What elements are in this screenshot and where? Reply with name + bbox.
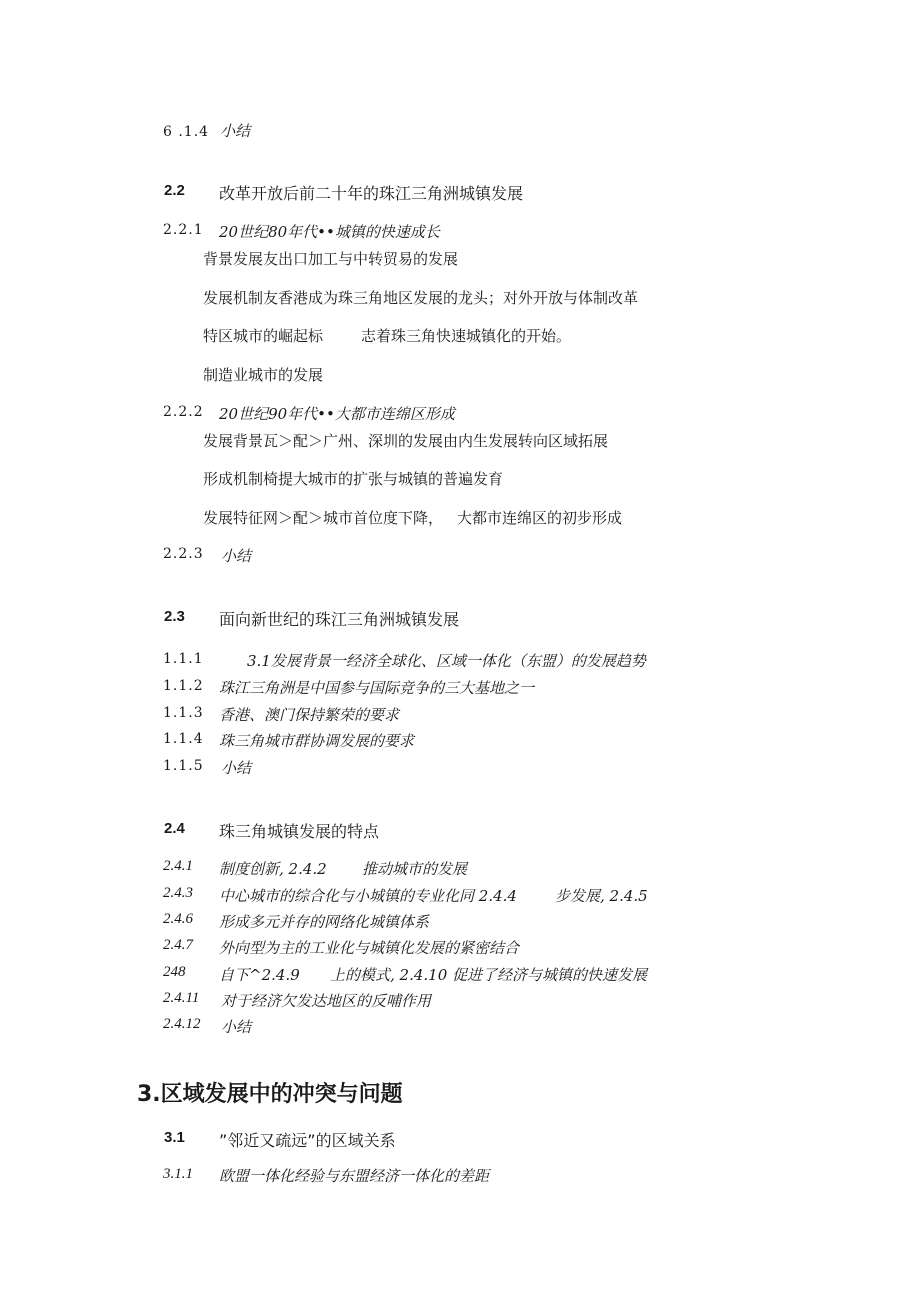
toc-item-number: 2.4.11 <box>163 990 200 1006</box>
section-2-3-number: 2.3 <box>164 608 185 625</box>
toc-item-number: 1.1.3 <box>163 705 204 721</box>
body-line: 发展机制友香港成为珠三角地区发展的龙头；对外开放与体制改革 <box>203 289 639 307</box>
body-line: 发展背景瓦＞配＞广州、深圳的发展由内生发展转向区域拓展 <box>203 432 609 450</box>
subsection-2-2-3-title: 小结 <box>221 547 252 565</box>
subsection-3-1-1-title: 欧盟一体化经验与东盟经济一体化的差距 <box>219 1167 490 1185</box>
toc-item-title: 制度创新, 2.4.2 <box>219 860 327 878</box>
toc-item-title: 珠三角城市群协调发展的要求 <box>219 732 415 750</box>
body-line: 制造业城市的发展 <box>203 366 324 384</box>
toc-item-number: 1.1.5 <box>163 758 204 774</box>
body-line: 大都市连绵区的初步形成 <box>457 509 623 527</box>
toc-item-number: 2.4.12 <box>163 1016 201 1032</box>
toc-item-title: 珠江三角洲是中国参与国际竞争的三大基地之一 <box>219 679 535 697</box>
toc-item-title: 外向型为主的工业化与城镇化发展的紧密结合 <box>219 939 520 957</box>
toc-item-title: 对于经济欠发达地区的反哺作用 <box>221 992 432 1010</box>
body-line: 背景发展友出口加工与中转贸易的发展 <box>203 250 459 268</box>
toc-item-number: 1.1.4 <box>163 731 204 747</box>
heading-number: 6 .1.4 <box>163 124 210 140</box>
toc-item-number: 2.4.6 <box>163 911 193 927</box>
toc-item-title: 小结 <box>221 1018 252 1036</box>
toc-item-title-cont: 步发展, 2.4.5 <box>555 887 648 905</box>
subsection-2-2-1-number: 2.2.1 <box>163 222 204 238</box>
subsection-2-2-2-title: 20世纪90年代••大都市连绵区形成 <box>219 405 455 423</box>
body-line: 特区城市的崛起标 <box>203 327 324 345</box>
toc-item-title: 3.1发展背景一经济全球化、区域一体化（东盟）的发展趋势 <box>247 652 646 670</box>
toc-item-title: 小结 <box>221 759 252 777</box>
subsection-2-2-2-number: 2.2.2 <box>163 404 204 420</box>
body-line: 志着珠三角快速城镇化的开始。 <box>361 327 572 345</box>
toc-item-number: 1.1.1 <box>163 651 204 667</box>
section-2-3-title: 面向新世纪的珠江三角洲城镇发展 <box>219 610 460 629</box>
toc-item-number: 2.4.1 <box>163 858 193 874</box>
toc-item-title-cont: 推动城市的发展 <box>362 860 468 878</box>
toc-item-title: 自下^2.4.9 <box>219 966 300 984</box>
section-2-4-title: 珠三角城镇发展的特点 <box>219 822 380 841</box>
subsection-2-2-1-title: 20世纪80年代••城镇的快速成长 <box>219 223 440 241</box>
toc-item-number: 2.4.7 <box>163 937 193 953</box>
body-line: 发展特征网＞配＞城市首位度下降， <box>203 509 444 527</box>
toc-item-number: 248 <box>163 964 186 980</box>
section-2-2-title: 改革开放后前二十年的珠江三角洲城镇发展 <box>219 184 524 203</box>
toc-item-number: 2.4.3 <box>163 885 193 901</box>
toc-item-number: 1.1.2 <box>163 678 204 694</box>
section-3-1-number: 3.1 <box>164 1129 185 1146</box>
toc-item-title-cont: 上的模式, 2.4.10 促进了经济与城镇的快速发展 <box>330 966 648 984</box>
heading-title: 小结 <box>220 122 251 140</box>
section-2-4-number: 2.4 <box>164 820 185 837</box>
subsection-3-1-1-number: 3.1.1 <box>163 1166 193 1182</box>
body-line: 形成机制椅提大城市的扩张与城镇的普遍发育 <box>203 470 504 488</box>
chapter-3-title: 3.区域发展中的冲突与问题 <box>137 1082 403 1107</box>
toc-item-title: 香港、澳门保持繁荣的要求 <box>219 706 400 724</box>
toc-item-title: 形成多元并存的网络化城镇体系 <box>219 913 430 931</box>
heading-6-1-4 <box>163 120 250 141</box>
section-3-1-title: ”邻近又疏远”的区域关系 <box>219 1131 396 1150</box>
toc-item-title: 中心城市的综合化与小城镇的专业化同 2.4.4 <box>219 887 517 905</box>
subsection-2-2-3-number: 2.2.3 <box>163 546 204 562</box>
section-2-2-number: 2.2 <box>164 182 185 199</box>
